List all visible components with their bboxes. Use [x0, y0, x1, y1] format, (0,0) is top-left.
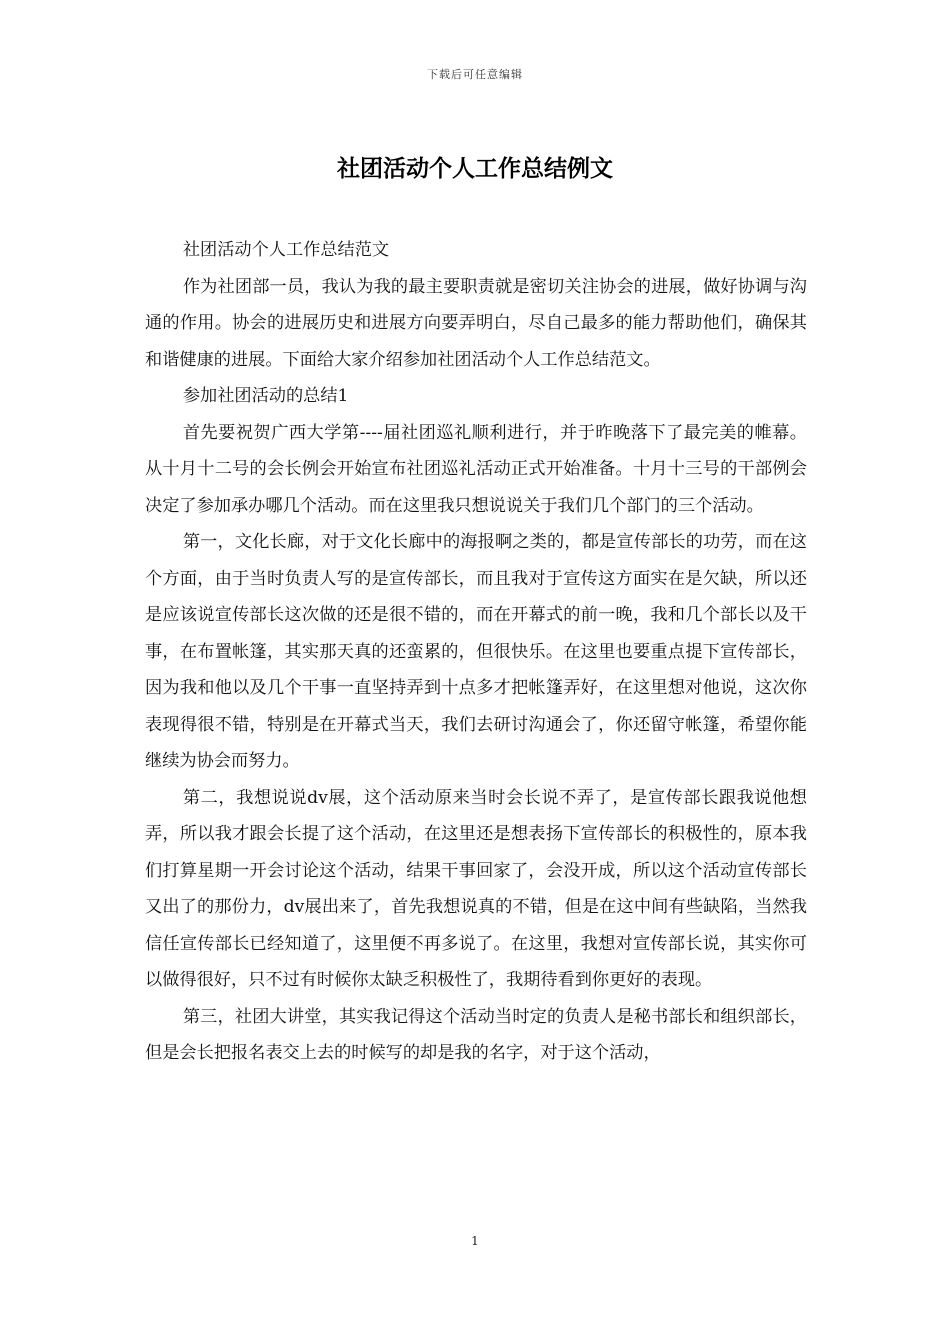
document-body [145, 232, 807, 1072]
paragraph-subtitle: 社团活动个人工作总结范文 [182, 240, 390, 260]
paragraph-opening: 首先要祝贺广西大学第----届社团巡礼顺利进行，并于昨晚落下了最完美的帷幕。从十月十二号的会长例会开始宣布社团巡礼活动正式开始准备。十月十三号的干部例会决定了参加承办哪几个活动。而在这里我只想说说关于我们几个部门的三个活动。 [145, 422, 807, 516]
paragraph-section-heading: 参加社团活动的总结1 [182, 386, 349, 406]
paragraph-second-activity: 第二，我想说说dv展，这个活动原来当时会长说不弄了，是宣传部长跟我说他想弄，所以我才跟会长提了这个活动，在这里还是想表扬下宣传部长的积极性的，原本我们打算星期一开会讨论这个活动，结果干事回家了，会没开成，所以这个活动宣传部长又出了的那份力，dv展出来了，首先我想说真的不错，但是在这中间有些缺陷，当然我信任宣传部长已经知道了，这里便不再多说了。在这里，我想对宣传部长说，其实你可以做得很好，只不过有时候你太缺乏积极性了，我期待看到你更好的表现。 [145, 787, 807, 990]
paragraph-third-activity: 第三，社团大讲堂，其实我记得这个活动当时定的负责人是秘书部长和组织部长，但是会长把报名表交上去的时候写的却是我的名字，对于这个活动， [145, 1006, 807, 1063]
document-title: 社团活动个人工作总结例文 [337, 155, 613, 182]
page-number: 1 [471, 1234, 479, 1248]
header-note: 下载后可任意编辑 [427, 68, 523, 81]
paragraph-first-activity: 第一，文化长廊，对于文化长廊中的海报啊之类的，都是宣传部长的功劳，而在这个方面，由于当时负责人写的是宣传部长，而且我对于宣传这方面实在是欠缺，所以还是应该说宣传部长这次做的还是很不错的，而在开幕式的前一晚，我和几个部长以及干事，在布置帐篷，其实那天真的还蛮累的，但很快乐。在这里也要重点提下宣传部长，因为我和他以及几个干事一直坚持弄到十点多才把帐篷弄好，在这里想对他说，这次你表现得很不错，特别是在开幕式当天，我们去研讨沟通会了，你还留守帐篷，希望你能继续为协会而努力。 [145, 532, 807, 771]
paragraph-intro: 作为社团部一员，我认为我的最主要职责就是密切关注协会的进展，做好协调与沟通的作用。协会的进展历史和进展方向要弄明白，尽自己最多的能力帮助他们，确保其和谐健康的进展。下面给大家介绍参加社团活动个人工作总结范文。 [145, 276, 807, 370]
